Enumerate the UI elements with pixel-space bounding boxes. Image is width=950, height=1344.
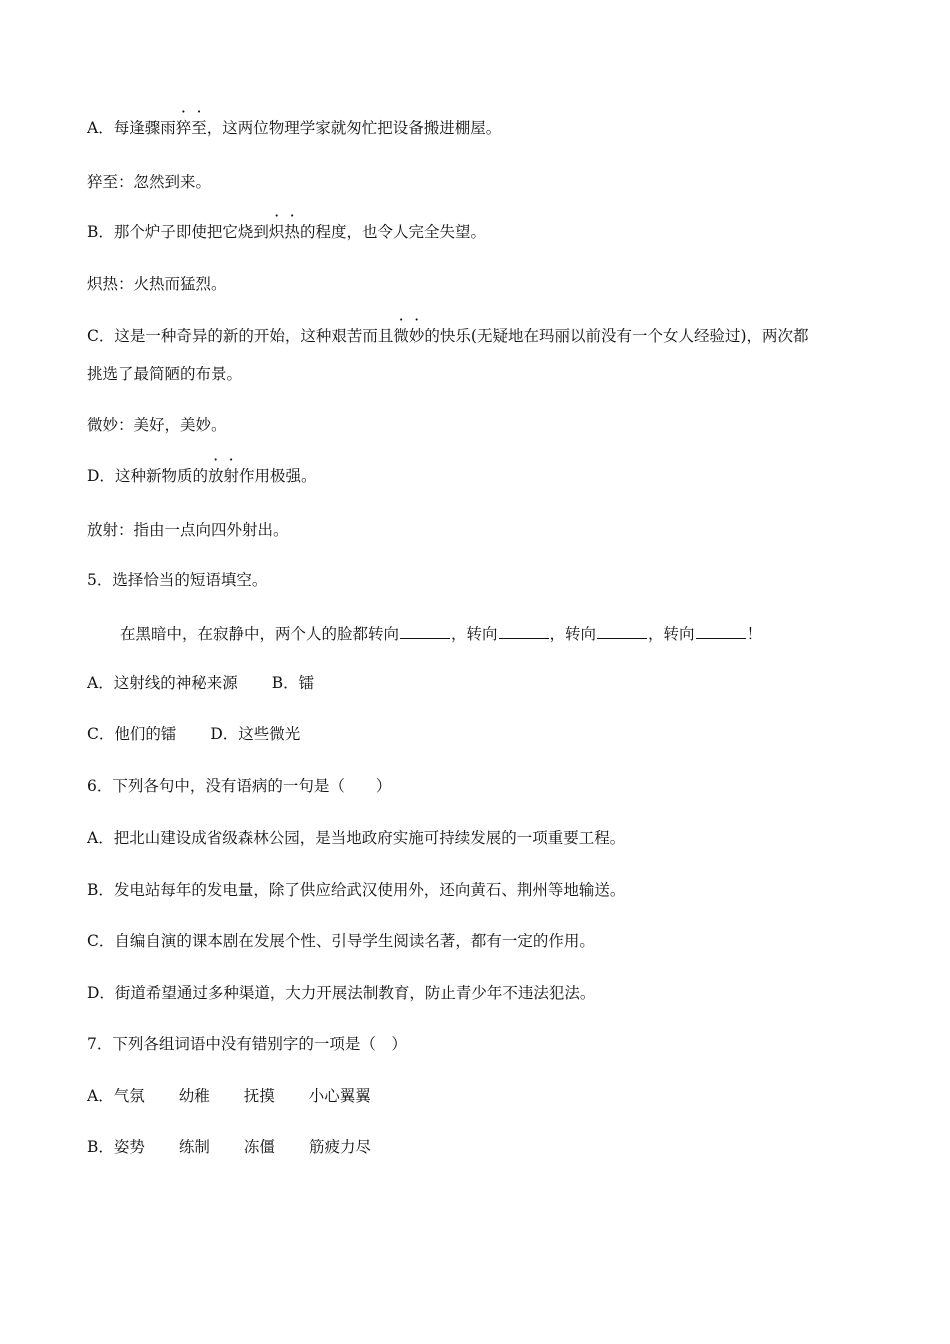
- dotted-char: 妙: [408, 327, 425, 345]
- dotted-char: 射: [223, 467, 239, 485]
- word: 小心翼翼: [308, 1087, 371, 1105]
- option-7b: B．姿势 练制 冻僵 筋疲力尽: [87, 1138, 371, 1156]
- question-5-options-cd: [87, 724, 300, 744]
- option-6b: B．发电站每年的发电量，除了供应给武汉使用外，还向黄石、荆州等地输送。: [87, 881, 626, 899]
- question-7-title: 7．下列各组词语中没有错别字的一项是（ ）: [87, 1035, 407, 1053]
- option-5c: C．他们的镭: [87, 725, 177, 743]
- explanation-4a: 猝至：忽然到来。: [87, 173, 212, 191]
- dotted-char: 至: [191, 119, 207, 137]
- option-6a: A．把北山建设成省级森林公园，是当地政府实施可持续发展的一项重要工程。: [87, 829, 626, 847]
- option-4c: C．这是一种奇异的新的开始，这种艰苦而且微妙的快乐(无疑地在玛丽以前没有一个女人经验过)，两次都: [87, 327, 809, 345]
- option-5d: D．这些微光: [210, 725, 301, 743]
- dotted-char: 微: [393, 327, 409, 345]
- option-6d: D．街道希望通过多种渠道，大力开展法制教育，防止青少年不违法犯法。: [87, 984, 596, 1002]
- word: 筋疲力尽: [308, 1138, 371, 1156]
- fill-blank: [400, 622, 450, 639]
- fill-blank: [499, 622, 549, 639]
- option-7a: A．气氛 幼稚 抚摸 小心翼翼: [87, 1087, 371, 1105]
- option-5a: A．这射线的神秘来源: [87, 674, 238, 692]
- fill-blank: [597, 622, 647, 639]
- fill-blank: [696, 622, 746, 639]
- question-5-options-ab: [87, 673, 314, 693]
- explanation-4d: 放射：指由一点向四外射出。: [87, 521, 289, 539]
- dotted-char: 放: [207, 467, 224, 485]
- option-4c-continued: 挑选了最简陋的布景。: [87, 365, 243, 383]
- option-4d: D．这种新物质的放射作用极强。: [87, 467, 317, 485]
- word: 抚摸: [243, 1087, 275, 1105]
- option-6c: C．自编自演的课本剧在发展个性、引导学生阅读名著，都有一定的作用。: [87, 932, 595, 950]
- explanation-4b: 炽热：火热而猛烈。: [87, 275, 227, 293]
- word: 冻僵: [243, 1138, 275, 1156]
- word: 幼稚: [178, 1087, 210, 1105]
- option-4a: A．每逢骤雨猝至，这两位物理学家就匆忙把设备搬进棚屋。: [87, 119, 502, 137]
- word: 姿势: [113, 1138, 145, 1156]
- dotted-char: 热: [284, 223, 300, 241]
- dotted-char: 炽: [268, 223, 285, 241]
- question-5-sentence: 在黑暗中，在寂静中，两个人的脸都转向 ，转向 ，转向 ，转向 ！: [120, 622, 762, 644]
- dotted-char: 猝: [175, 119, 192, 137]
- option-5b: B．镭: [271, 674, 315, 692]
- word: 练制: [178, 1138, 210, 1156]
- question-6-title: 6．下列各句中，没有语病的一句是（ ）: [87, 777, 392, 795]
- word: 气氛: [113, 1087, 145, 1105]
- explanation-4c: 微妙：美好，美妙。: [87, 416, 227, 434]
- option-4b: B．那个炉子即使把它烧到炽热的程度，也令人完全失望。: [87, 223, 486, 241]
- question-5-title: 5．选择恰当的短语填空。: [87, 571, 268, 589]
